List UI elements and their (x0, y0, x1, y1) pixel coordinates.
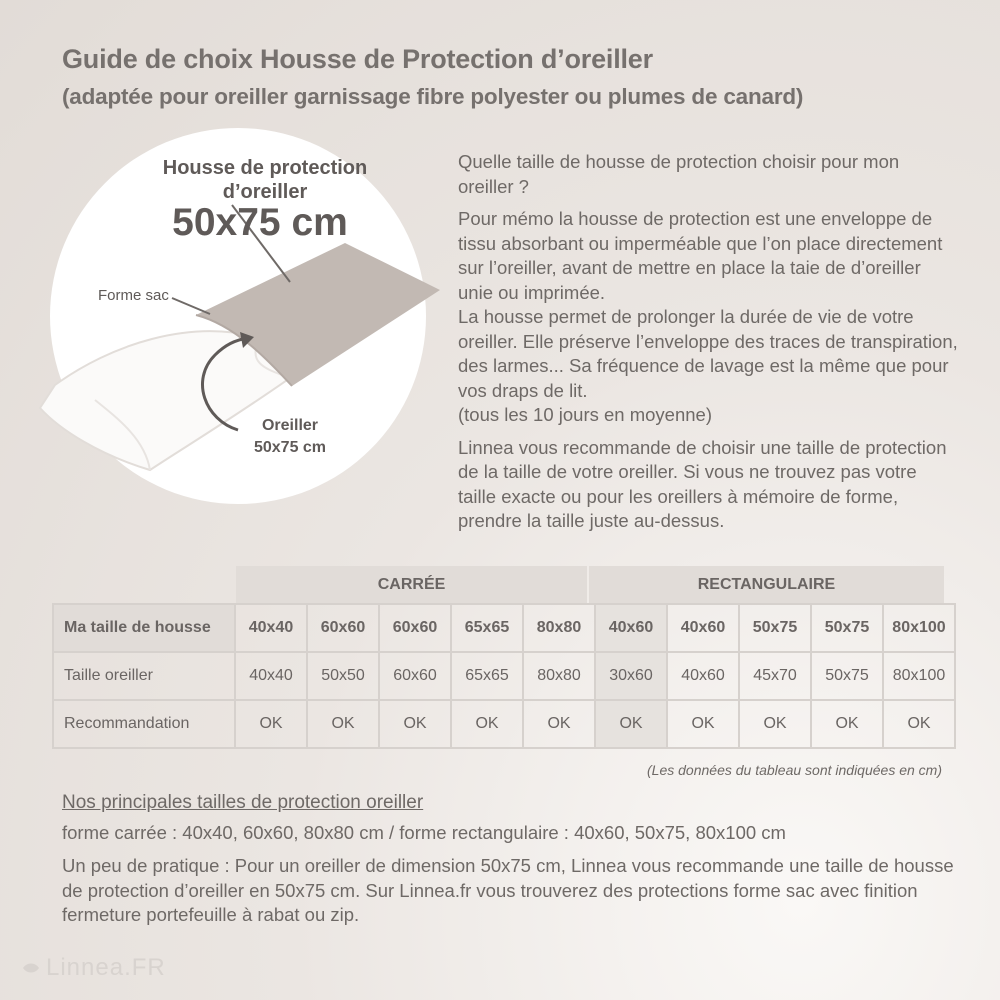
forme-sac-label: Forme sac (98, 287, 169, 304)
table-cell: 80x80 (523, 652, 595, 700)
table-cell: OK (451, 700, 523, 748)
table-cell: 40x60 (667, 652, 739, 700)
table-cell: 60x60 (379, 652, 451, 700)
pillow-label-size: 50x75 cm (253, 439, 327, 456)
logo-text: Linnea.FR (46, 954, 166, 981)
intro-frequency: (tous les 10 jours en moyenne) (458, 404, 712, 425)
table-row (53, 652, 955, 700)
size-table (52, 566, 956, 749)
group-rectangulaire: RECTANGULAIRE (589, 566, 944, 603)
brand-logo (22, 954, 166, 982)
table-cell: OK (379, 700, 451, 748)
intro-purpose: La housse permet de prolonger la durée de vie de votre oreiller. Elle préserve l’enveloppe des traces de transpiration, des larmes... Sa fréquence de lavage est la même que pour vos draps de lit. (458, 306, 958, 401)
intro-question: Quelle taille de housse de protection choisir pour mon oreiller ? (458, 151, 900, 197)
page-subtitle: (adaptée pour oreiller garnissage fibre polyester ou plumes de canard) (62, 84, 804, 109)
pillow-illustration (0, 0, 460, 500)
sizes-list: forme carrée : 40x40, 60x60, 80x80 cm / forme rectangulaire : 40x60, 50x75, 80x100 cm (62, 822, 786, 843)
table-cell: 80x100 (883, 652, 955, 700)
intro-text (458, 150, 958, 542)
table-cell: 40x40 (235, 652, 307, 700)
size-table-grid (52, 603, 956, 749)
table-cell: OK (883, 700, 955, 748)
group-carree: CARRÉE (236, 566, 587, 603)
table-cell: 50x75 (811, 604, 883, 652)
table-cell: OK (307, 700, 379, 748)
table-cell: 50x50 (307, 652, 379, 700)
row-label-oreiller: Taille oreiller (53, 652, 235, 700)
table-cell: 50x75 (739, 604, 811, 652)
row-label-housse: Ma taille de housse (53, 604, 235, 652)
table-cell: 65x65 (451, 604, 523, 652)
table-row (53, 700, 955, 748)
cover-size: 50x75 cm (172, 201, 348, 244)
table-cell: OK (595, 700, 667, 748)
table-cell: 60x60 (379, 604, 451, 652)
table-cell: OK (739, 700, 811, 748)
table-cell: 40x60 (595, 604, 667, 652)
cover-label: Housse de protection d’oreiller (162, 157, 368, 203)
table-row (53, 604, 955, 652)
table-cell: 60x60 (307, 604, 379, 652)
table-cell: OK (811, 700, 883, 748)
table-cell: 40x60 (667, 604, 739, 652)
table-cell: 65x65 (451, 652, 523, 700)
pillow-label-name: Oreiller (261, 417, 319, 434)
pillow-label (240, 415, 340, 459)
table-cell: 50x75 (811, 652, 883, 700)
tip-text: Un peu de pratique : Pour un oreiller de dimension 50x75 cm, Linnea vous recommande une taille de housse de protection d’oreiller en 50x75 cm. Sur Linnea.fr vous trouverez des protections forme sac avec finition fermeture portefeuille à rabat ou zip. (62, 855, 954, 925)
leaf-icon (22, 961, 40, 975)
table-cell: 80x80 (523, 604, 595, 652)
intro-recommendation: Linnea vous recommande de choisir une taille de protection de la taille de votre oreiller. Si vous ne trouvez pas votre taille exacte ou pour les oreillers à mémoire de forme, prendre la taille juste au-dessus. (458, 436, 947, 531)
table-cell: 80x100 (883, 604, 955, 652)
page-title: Guide de choix Housse de Protection d’oreiller (62, 44, 653, 74)
table-cell: OK (667, 700, 739, 748)
table-cell: 45x70 (739, 652, 811, 700)
row-label-recommandation: Recommandation (53, 700, 235, 748)
sizes-title: Nos principales tailles de protection oreiller (62, 792, 424, 813)
table-cell: 30x60 (595, 652, 667, 700)
table-cell: OK (523, 700, 595, 748)
table-cell: 40x40 (235, 604, 307, 652)
table-cell: OK (235, 700, 307, 748)
table-group-row (236, 566, 956, 603)
table-note: (Les données du tableau sont indiquées en cm) (647, 762, 942, 778)
intro-memo: Pour mémo la housse de protection est une enveloppe de tissu absorbant ou imperméable que l’on place directement sur l’oreiller, avant de mettre en place la taie de d’oreiller unie ou imprimée. (458, 208, 943, 303)
